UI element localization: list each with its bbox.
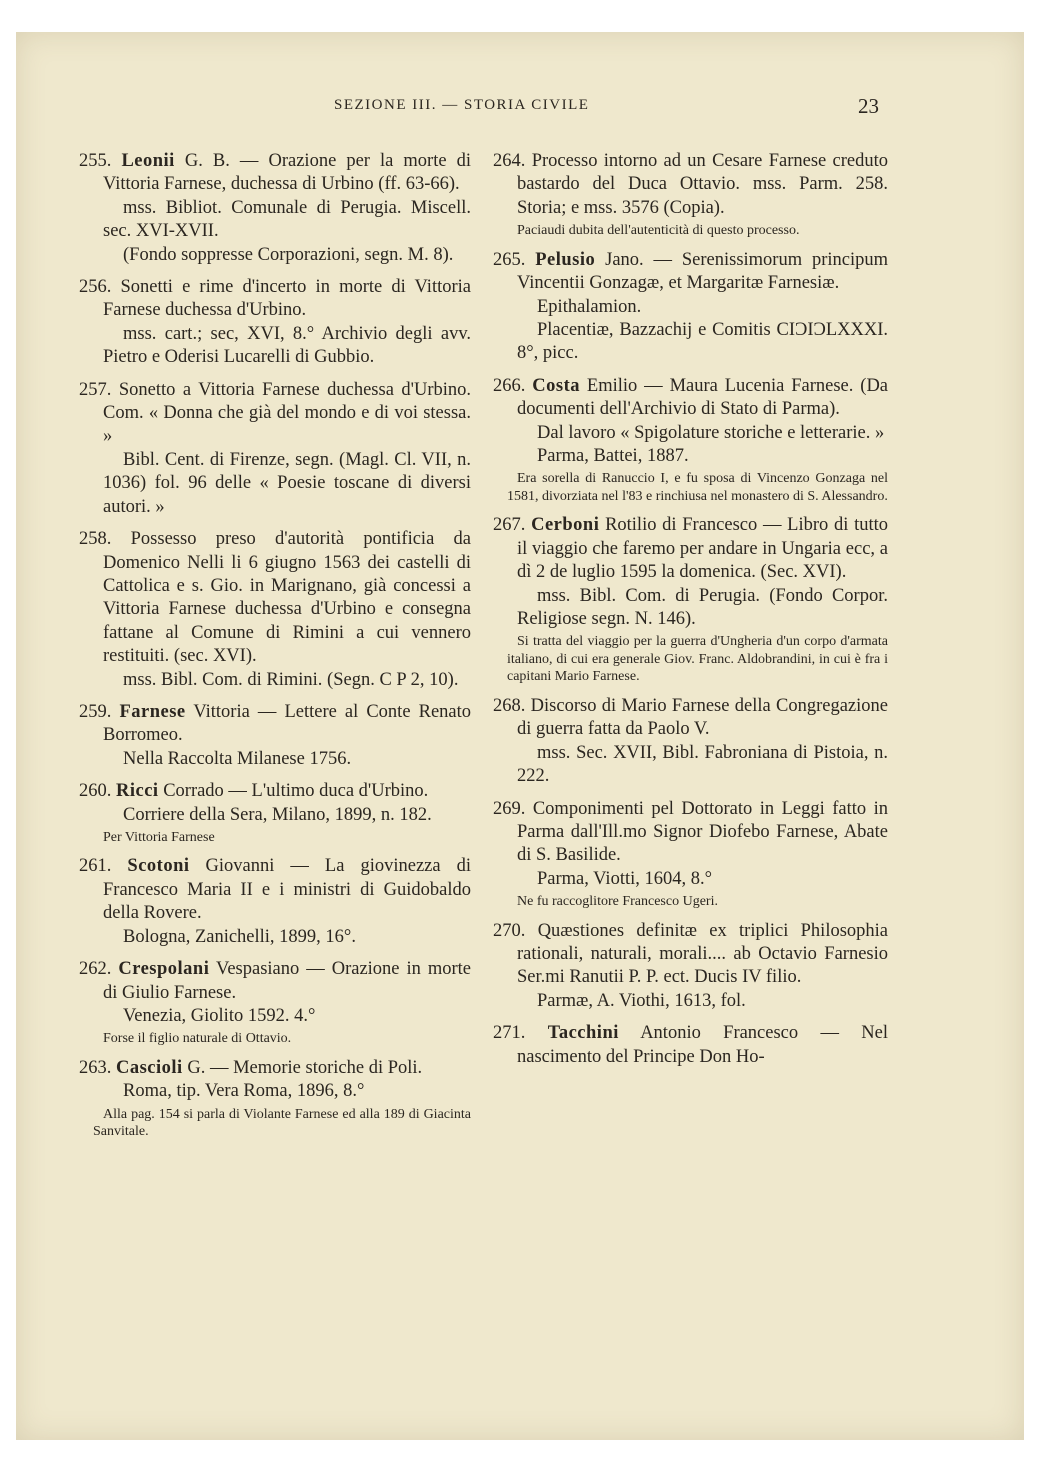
bibliography-entry [79, 958, 471, 1048]
entry-author: Cerboni [531, 515, 600, 536]
bibliography-entry [79, 150, 471, 267]
entry-title [493, 514, 888, 584]
entry-source: Parmæ, A. Viothi, 1613, fol. [537, 990, 746, 1011]
entry-note: Si tratta del viaggio per la guerra d'Ungheria d'un corpo d'armata italiano, di cui era generale Giov. Franc. Aldobrandini, in cui è fra i capitani Mario Farnese. [507, 634, 888, 685]
entry-number: 271. [493, 1023, 526, 1044]
entry-source: Dal lavoro « Spigolature storiche e letterarie. » [537, 422, 885, 443]
entry-number: 264. [493, 151, 526, 171]
entry-number: 263. [79, 1057, 112, 1078]
running-title: SEZIONE III. — STORIA CIVILE [334, 97, 590, 113]
entry-source: mss. cart.; sec, XVI, 8.° Archivio degli avv. Pietro e Oderisi Lucarelli di Gubbio. [103, 323, 471, 368]
page-number: 23 [858, 94, 879, 118]
bibliography-entry [493, 695, 888, 789]
entry-description: Discorso di Mario Farnese della Congregazione di guerra fatta da Paolo V. [517, 695, 888, 740]
entry-source: Epithalamion. [537, 296, 642, 317]
entry-source: mss. Bibliot. Comunale di Perugia. Miscell. sec. XVI-XVII. [103, 197, 471, 242]
entry-description: Vespasiano — Orazione in morte di Giulio Farnese. [103, 959, 472, 1003]
entry-note: Alla pag. 154 si parla di Violante Farnese ed alla 189 di Giacinta Sanvitale. [93, 1106, 471, 1140]
entry-number: 258. [79, 529, 112, 550]
entry-title [493, 150, 888, 220]
entry-source: Roma, tip. Vera Roma, 1896, 8.° [123, 1081, 365, 1102]
entry-description: Jano. — Serenissimorum principum Vincentii Gonzagæ, et Margaritæ Farnesiæ. [517, 249, 889, 294]
entry-source: mss. Sec. XVII, Bibl. Fabroniana di Pistoia, n. 222. [517, 742, 888, 787]
bibliography-entry [493, 249, 888, 366]
entry-source: mss. Bibl. Com. di Perugia. (Fondo Corpor. Religiose segn. N. 146). [517, 585, 888, 629]
entry-description: Giovanni — La giovinezza di Francesco Maria II e i ministri di Guidobaldo della Rovere. [103, 856, 472, 924]
bibliography-entry [493, 920, 888, 1014]
entry-author: Farnese [119, 701, 186, 722]
entry-number: 260. [79, 781, 112, 802]
entry-description: G. B. — Orazione per la morte di Vittoria Farnese, duchessa di Urbino (ff. 63-66). [103, 151, 472, 195]
entry-number: 266. [493, 375, 526, 396]
entry-title [493, 695, 888, 742]
entry-title [493, 920, 888, 990]
entry-source: Bologna, Zanichelli, 1899, 16°. [123, 926, 356, 947]
entry-author: Tacchini [547, 1023, 619, 1044]
entry-author: Costa [532, 375, 581, 396]
entry-description: G. — Memorie storiche di Poli. [187, 1057, 423, 1078]
entry-note: Era sorella di Ranuccio I, e fu sposa di Vincenzo Gonzaga nel 1581, divorziata nel l'83 e rinchiusa nel monastero di S. Alessandro. [507, 471, 888, 504]
entry-author: Pelusio [535, 249, 596, 270]
entry-description: Vittoria — Lettere al Conte Renato Borromeo. [103, 701, 472, 746]
entry-number: 259. [79, 701, 112, 722]
entry-number: 257. [79, 379, 112, 400]
bibliography-entry [79, 780, 471, 846]
entry-source: Parma, Viotti, 1604, 8.° [537, 868, 713, 889]
entry-description: Quæstiones definitæ ex triplici Philosophia rationali, naturali, morali.... ab Octavio Farnesio Ser.mi Ranutii P. P. ect. Ducis IV filio. [517, 920, 889, 988]
entry-number: 268. [493, 695, 526, 716]
entry-source: Corriere della Sera, Milano, 1899, n. 182. [123, 804, 432, 825]
bibliography-entry [79, 528, 471, 692]
entry-number: 269. [493, 798, 526, 819]
entry-title [79, 855, 471, 925]
bibliography-entry [79, 701, 471, 771]
entry-title [79, 528, 471, 668]
entry-title [493, 375, 888, 422]
entry-author: Crespolani [118, 959, 210, 980]
bibliography-entry [79, 855, 471, 949]
left-column [79, 150, 471, 1150]
entry-source: Parma, Battei, 1887. [537, 445, 689, 466]
bibliography-entry [79, 1057, 471, 1141]
bibliography-entry [79, 276, 471, 370]
entry-source: Nella Raccolta Milanese 1756. [123, 748, 352, 769]
entry-author: Leonii [121, 151, 175, 171]
entry-title [493, 1022, 888, 1069]
entry-title [79, 780, 471, 803]
entry-title [493, 249, 888, 296]
entry-number: 267. [493, 515, 526, 536]
entry-description: Emilio — Maura Lucenia Farnese. (Da documenti dell'Archivio di Stato di Parma). [517, 375, 889, 420]
entry-title [79, 150, 471, 197]
entry-description: Sonetti e rime d'incerto in morte di Vittoria Farnese duchessa d'Urbino. [103, 277, 471, 321]
entry-title [79, 701, 471, 748]
entry-description: Corrado — L'ultimo duca d'Urbino. [163, 781, 429, 802]
entry-number: 262. [79, 959, 112, 980]
entry-description: Rotilio di Francesco — Libro di tutto il viaggio che faremo per andare in Ungaria ecc, a dì 2 de luglio 1595 la domenica. (Sec. XVI). [517, 515, 889, 583]
entry-title [79, 1057, 471, 1080]
entry-source: mss. Bibl. Com. di Rimini. (Segn. C P 2, 10). [123, 669, 459, 690]
entry-note: Ne fu raccoglitore Francesco Ugeri. [517, 894, 718, 910]
entry-source: (Fondo soppresse Corporazioni, segn. M. 8). [123, 244, 454, 265]
entry-note: Per Vittoria Farnese [103, 829, 215, 845]
entry-author: Scotoni [127, 856, 190, 877]
entry-description: Possesso preso d'autorità pontificia da Domenico Nelli li 6 giugno 1563 dei castelli di Cattolica e s. Gio. in Marignano, già concessi a Vittoria Farnese duchessa d'Urbino e consegna fattane al Comune di Rimini a cui vennero restituiti. (sec. XVI). [103, 529, 471, 667]
entry-source: Bibl. Cent. di Firenze, segn. (Magl. Cl. VII, n. 1036) fol. 96 delle « Poesie toscane di diversi autori. » [103, 449, 471, 517]
entry-number: 265. [493, 249, 526, 270]
entry-description: Componimenti pel Dottorato in Leggi fatto in Parma dall'Ill.mo Signor Diofebo Farnese, Abate di S. Basilide. [517, 798, 888, 866]
bibliography-entry [493, 798, 888, 911]
entry-note: Forse il figlio naturale di Ottavio. [103, 1031, 292, 1047]
entry-source: Venezia, Giolito 1592. 4.° [123, 1005, 316, 1026]
entry-number: 255. [79, 151, 112, 171]
bibliography-entry [493, 375, 888, 506]
bibliography-entry [493, 514, 888, 686]
entry-author: Ricci [116, 781, 159, 802]
entry-title [79, 958, 471, 1005]
entry-description: Processo intorno ad un Cesare Farnese creduto bastardo del Duca Ottavio. mss. Parm. 258. Storia; e mss. 3576 (Copia). [517, 151, 889, 218]
entry-number: 261. [79, 856, 112, 877]
bibliography-entry [79, 379, 471, 519]
entry-source: Placentiæ, Bazzachij e Comitis CIƆIƆLXXXI. 8°, picc. [517, 319, 888, 364]
entry-number: 256. [79, 277, 112, 298]
entry-title [79, 379, 471, 449]
entry-number: 270. [493, 920, 526, 941]
entry-description: Antonio Francesco — Nel nascimento del Principe Don Ho- [517, 1023, 888, 1067]
bibliography-entry [493, 150, 888, 240]
book-page [16, 32, 1024, 1440]
entry-author: Cascioli [116, 1057, 183, 1078]
entry-note: Paciaudi dubita dell'autenticità di questo processo. [517, 223, 800, 239]
entry-description: Sonetto a Vittoria Farnese duchessa d'Urbino. Com. « Donna che già del mondo e di voi stessa. » [103, 379, 472, 447]
bibliography-entry [493, 1022, 888, 1069]
entry-title [493, 798, 888, 868]
right-column [493, 150, 888, 1078]
entry-title [79, 276, 471, 323]
